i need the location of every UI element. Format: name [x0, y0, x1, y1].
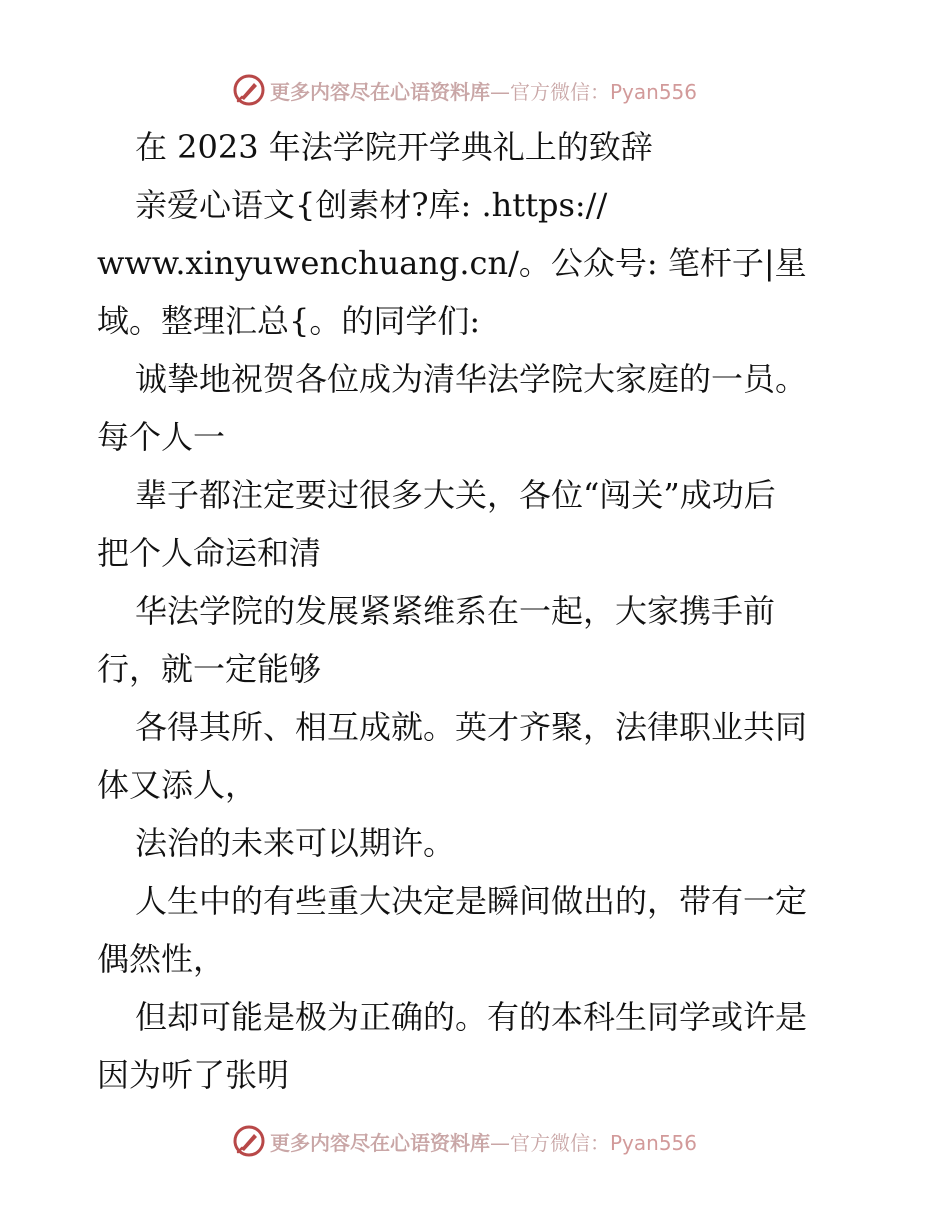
footer-watermark-dash: —	[490, 1130, 510, 1155]
text-line: 各得其所、相互成就。英才齐聚，法律职业共同	[135, 708, 808, 746]
pen-seal-icon	[232, 1124, 266, 1158]
document-body	[97, 118, 867, 1104]
text-line: 域。整理汇总{。的同学们:	[97, 302, 481, 340]
text-line: 法治的未来可以期许。	[135, 824, 456, 862]
header-watermark-id: Pyan556	[610, 79, 698, 104]
header-watermark-text	[270, 76, 697, 105]
text-line: 每个人一	[97, 418, 226, 456]
text-line: 体又添人，	[97, 766, 258, 804]
pen-seal-icon	[232, 73, 266, 107]
text-line: 诚挚地祝贺各位成为清华法学院大家庭的一员。	[135, 360, 808, 398]
footer-watermark	[232, 1121, 697, 1161]
text-line: 行，就一定能够	[97, 650, 322, 688]
footer-watermark-main: 更多内容尽在心语资料库	[270, 1130, 490, 1155]
text-line: 华法学院的发展紧紧维系在一起，大家携手前	[135, 592, 776, 630]
header-watermark	[232, 70, 697, 110]
footer-watermark-id: Pyan556	[610, 1130, 698, 1155]
header-watermark-tail: 官方微信：	[510, 79, 610, 104]
footer-watermark-tail: 官方微信：	[510, 1130, 610, 1155]
text-line: 把个人命运和清	[97, 534, 322, 572]
text-line: 但却可能是极为正确的。有的本科生同学或许是	[135, 998, 808, 1036]
footer-watermark-text	[270, 1127, 697, 1156]
text-line: www.xinyuwenchuang.cn/。公众号: 笔杆子|星	[97, 244, 807, 282]
text-line: 偶然性，	[97, 940, 226, 978]
text-line: 亲爱心语文{创素材?库: .https://	[135, 186, 608, 224]
header-watermark-dash: —	[490, 79, 510, 104]
header-watermark-main: 更多内容尽在心语资料库	[270, 79, 490, 104]
title-line: 在 2023 年法学院开学典礼上的致辞	[135, 128, 653, 166]
text-line: 人生中的有些重大决定是瞬间做出的，带有一定	[135, 882, 808, 920]
text-line: 因为听了张明	[97, 1056, 290, 1094]
text-line: 辈子都注定要过很多大关，各位“闯关”成功后	[135, 476, 776, 514]
